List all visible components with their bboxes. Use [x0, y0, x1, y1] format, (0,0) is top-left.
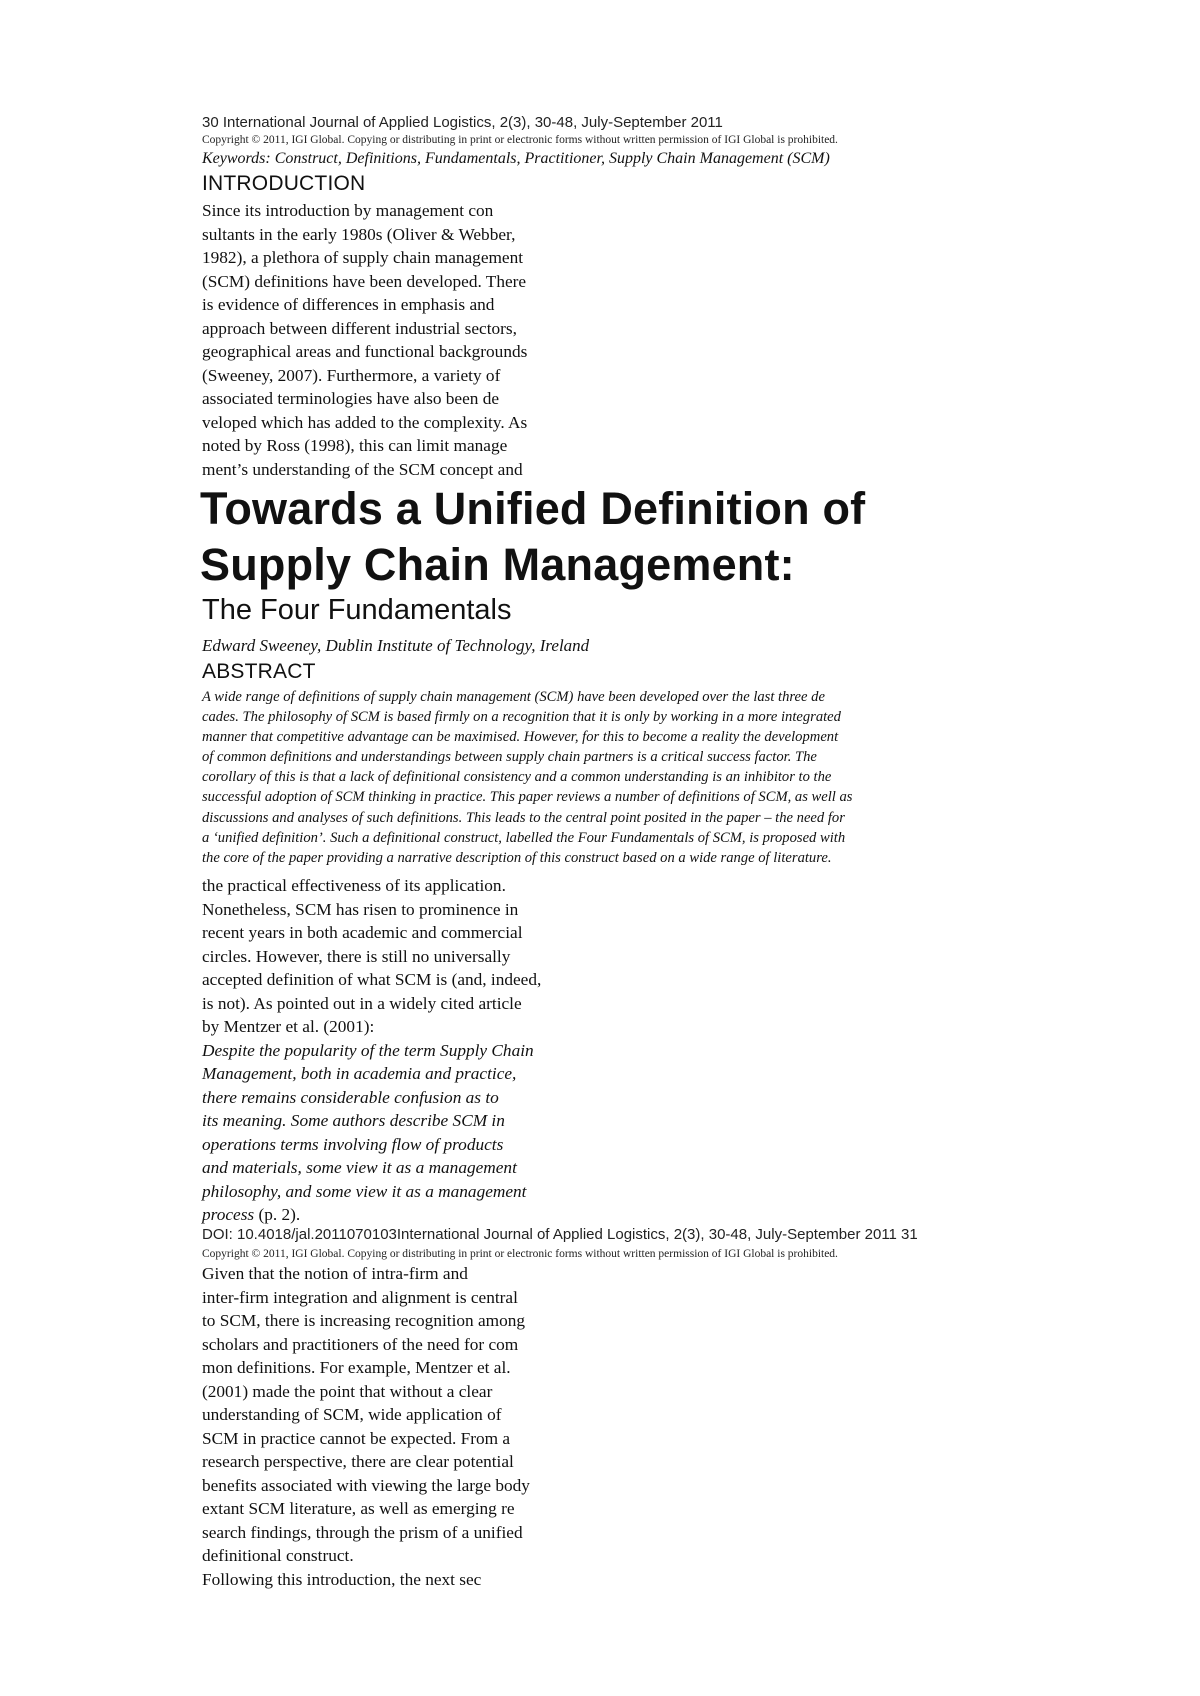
text-line: (2001) made the point that without a clear — [202, 1381, 493, 1401]
text-line: sultants in the early 1980s (Oliver & Webber, — [202, 224, 516, 244]
doi-header-line: DOI: 10.4018/jal.2011070103International Journal of Applied Logistics, 2(3), 30-48, July-September 2011 31 — [202, 1226, 918, 1243]
text-line: (SCM) definitions have been developed. There — [202, 271, 527, 291]
text-line: scholars and practitioners of the need for com — [202, 1334, 519, 1354]
body-paragraph-3 — [202, 1262, 622, 1591]
text-line: recent years in both academic and commercial — [202, 923, 523, 942]
quote-line: and materials, some view it as a management — [202, 1158, 517, 1177]
abstract-line: manner that competitive advantage can be maximised. However, for this to become a reality the development — [202, 729, 839, 746]
introduction-heading: INTRODUCTION — [202, 172, 366, 195]
text-line: circles. However, there is still no universally — [202, 946, 511, 966]
abstract-line: cades. The philosophy of SCM is based firmly on a recognition that it is only by working in a more integrated — [202, 709, 841, 726]
text-line: (Sweeney, 2007). Furthermore, a variety of — [202, 365, 501, 385]
text-line: 1982), a plethora of supply chain management — [202, 248, 524, 267]
text-line: benefits associated with viewing the large body — [202, 1475, 530, 1495]
quote-line: there remains considerable confusion as to — [202, 1087, 499, 1107]
quote-line: philosophy, and some view it as a management — [202, 1181, 527, 1201]
text-line: Nonetheless, SCM has risen to prominence in — [202, 899, 519, 919]
text-line: inter-firm integration and alignment is central — [202, 1287, 518, 1307]
text-line: associated terminologies have also been de — [202, 389, 500, 408]
abstract-line: discussions and analyses of such definitions. This leads to the central point posited in the paper – the need for — [202, 809, 845, 826]
text-line: Since its introduction by management con — [202, 201, 494, 220]
text-line: to SCM, there is increasing recognition among — [202, 1311, 526, 1330]
text-line: search findings, through the prism of a unified — [202, 1522, 523, 1542]
abstract-line: of common definitions and understandings between supply chain partners is a critical success factor. The — [202, 749, 817, 766]
abstract-paragraph — [202, 687, 1022, 868]
text-line: research perspective, there are clear potential — [202, 1452, 514, 1471]
body-paragraph-2 — [202, 874, 622, 1227]
quote-line: Despite the popularity of the term Supply Chain — [202, 1040, 534, 1060]
introduction-paragraph — [202, 199, 622, 481]
quote-citation: (p. 2). — [254, 1205, 301, 1224]
text-line: geographical areas and functional backgrounds — [202, 342, 528, 361]
quote-line: Management, both in academia and practice, — [202, 1064, 517, 1083]
text-line: approach between different industrial sectors, — [202, 318, 517, 338]
text-line: ment’s understanding of the SCM concept and — [202, 459, 523, 479]
journal-header-line: 30 International Journal of Applied Logistics, 2(3), 30-48, July-September 2011 — [202, 114, 723, 131]
abstract-line: the core of the paper providing a narrative description of this construct based on a wide range of literature. — [202, 849, 832, 866]
text-line: SCM in practice cannot be expected. From a — [202, 1428, 511, 1448]
article-title-line-1: Towards a Unified Definition of — [200, 483, 866, 534]
abstract-line: a ‘unified definition’. Such a definitional construct, labelled the Four Fundamentals of SCM, is proposed with — [202, 829, 846, 846]
text-line: is not). As pointed out in a widely cited article — [202, 993, 522, 1013]
author-line: Edward Sweeney, Dublin Institute of Technology, Ireland — [202, 636, 590, 655]
abstract-line: successful adoption of SCM thinking in practice. This paper reviews a number of definitions of SCM, as well as — [202, 789, 853, 806]
copyright-notice: Copyright © 2011, IGI Global. Copying or distributing in print or electronic forms without written permission of IGI Global is prohibited. — [202, 134, 838, 146]
abstract-heading: ABSTRACT — [202, 660, 316, 683]
keywords-line: Keywords: Construct, Definitions, Fundamentals, Practitioner, Supply Chain Management (SCM) — [202, 150, 830, 167]
text-line: extant SCM literature, as well as emerging re — [202, 1499, 515, 1518]
article-subtitle: The Four Fundamentals — [202, 594, 512, 626]
text-line: definitional construct. — [202, 1546, 354, 1565]
quote-line: operations terms involving flow of products — [202, 1134, 504, 1154]
text-line: noted by Ross (1998), this can limit manage — [202, 436, 508, 455]
abstract-line: corollary of this is that a lack of definitional consistency and a common understanding is an inhibitor to the — [202, 769, 832, 786]
quote-end-line — [202, 1203, 622, 1227]
quote-line: its meaning. Some authors describe SCM in — [202, 1111, 505, 1130]
article-title-line-2: Supply Chain Management: — [200, 539, 795, 590]
text-line: Given that the notion of intra-firm and — [202, 1264, 468, 1283]
text-line: mon definitions. For example, Mentzer et al. — [202, 1358, 511, 1377]
text-line: by Mentzer et al. (2001): — [202, 1017, 375, 1036]
text-line: understanding of SCM, wide application of — [202, 1405, 502, 1424]
text-line: is evidence of differences in emphasis and — [202, 295, 495, 314]
text-line: veloped which has added to the complexity. As — [202, 412, 528, 432]
copyright-notice-2: Copyright © 2011, IGI Global. Copying or distributing in print or electronic forms without written permission of IGI Global is prohibited. — [202, 1248, 838, 1260]
text-line: accepted definition of what SCM is (and, indeed, — [202, 970, 542, 989]
text-line: the practical effectiveness of its application. — [202, 876, 506, 895]
quote-end-italic: process — [202, 1205, 255, 1224]
text-line: Following this introduction, the next sec — [202, 1569, 482, 1589]
abstract-line: A wide range of definitions of supply chain management (SCM) have been developed over the last three de — [202, 689, 825, 705]
